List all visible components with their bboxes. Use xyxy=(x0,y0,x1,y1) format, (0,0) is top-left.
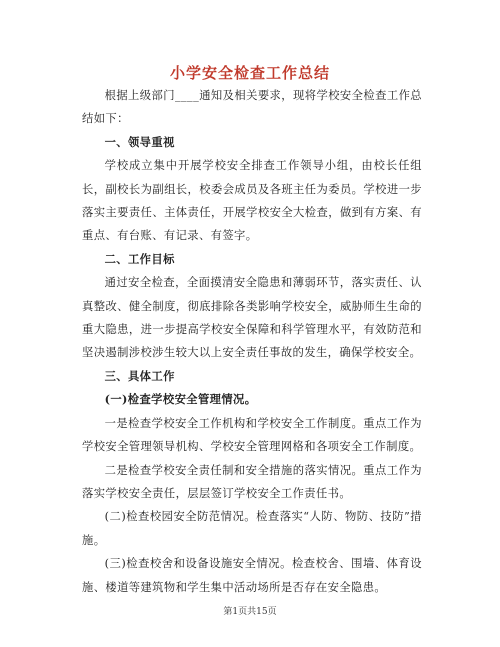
section-heading-leadership: 一、领导重视 xyxy=(104,134,175,149)
facilities-paragraph: (三)检查校舍和设备设施安全情况。检查校舍、围墙、体育设施、楼道等建筑物和学生集中活动场所是否存在安全隐患。 xyxy=(82,557,422,594)
leadership-paragraph: 学校成立集中开展学校安全排查工作领导小组，由校长任组长，副校长为副组长，校委会成员及各班主任为委员。学校进一步落实主要责任、主体责任，开展学校安全大检查，做到有方案、有重点、有台账、有记录、有签字。 xyxy=(82,159,422,243)
management-paragraph-2: 二是检查学校安全责任制和安全措施的落实情况。重点工作为落实学校安全责任，层层签订学校安全工作责任书。 xyxy=(82,463,422,500)
campus-security-paragraph: (二)检查校园安全防范情况。检查落实“人防、物防、技防”措施。 xyxy=(82,510,422,547)
document-body xyxy=(82,84,422,599)
subsection-heading-management: (一)检查学校安全管理情况。 xyxy=(104,392,257,407)
intro-paragraph: 根据上级部门____通知及相关要求，现将学校安全检查工作总结如下： xyxy=(82,89,422,126)
section-heading-goals: 二、工作目标 xyxy=(104,251,175,266)
management-paragraph-1: 一是检查学校安全工作机构和学校安全工作制度。重点工作为学校安全管理领导机构、学校安全管理网格和各项安全工作制度。 xyxy=(82,416,422,454)
document-title: 小学安全检查工作总结 xyxy=(169,64,330,82)
section-heading-work: 三、具体工作 xyxy=(104,368,175,383)
page-number: 第1页共15页 xyxy=(223,607,277,617)
goals-paragraph: 通过安全检查，全面摸清安全隐患和薄弱环节，落实责任、认真整改、健全制度，彻底排除各类影响学校安全，威胁师生生命的重大隐患，进一步提高学校安全保障和科学管理水平，有效防范和坚决遏制涉校涉生较大以上安全责任事故的发生，确保学校安全。 xyxy=(82,276,422,360)
